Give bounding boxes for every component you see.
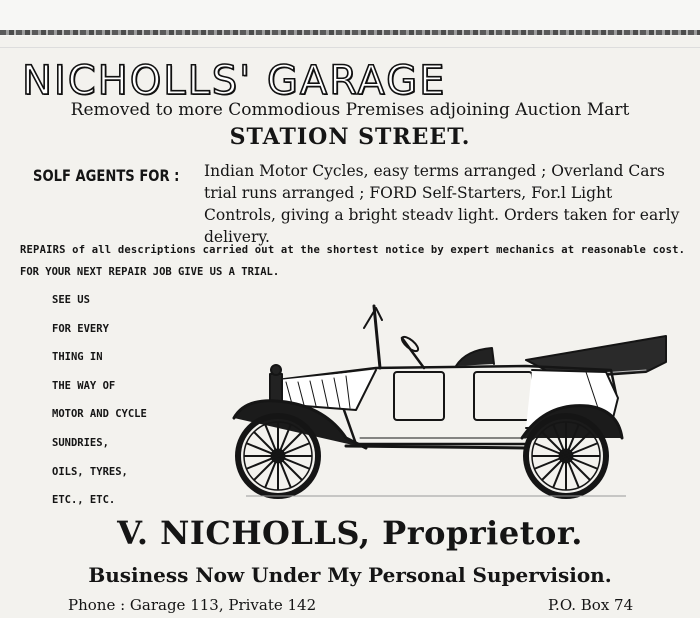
- garage-title: NICHOLLS' GARAGE: [22, 58, 447, 104]
- repairs-line: REPAIRS of all descriptions carried out at the shortest notice by expert mechanics at reasonable cost.: [20, 244, 686, 256]
- sundries-line: THING IN: [52, 351, 103, 364]
- phone-numbers: Phone : Garage 113, Private 142: [68, 596, 317, 614]
- street-name: STATION STREET.: [229, 124, 471, 150]
- sundries-line: ETC., ETC.: [52, 494, 116, 507]
- sundries-line: SUNDRIES,: [52, 436, 109, 449]
- po-box: P.O. Box 74: [548, 596, 634, 614]
- sundries-line: THE WAY OF: [52, 379, 116, 392]
- sole-agents-label: SOLF AGENTS FOR :: [33, 166, 180, 185]
- agents-paragraph: Indian Motor Cycles, easy terms arranged ; Overland Cars trial runs arranged ; FORD Self-Starters, For.l Light Controls, giving a bright steadv light. Orders taken for early delivery.: [204, 162, 680, 246]
- sundries-line: OILS, TYRES,: [52, 465, 128, 478]
- sundries-line: SEE US: [52, 294, 90, 306]
- business-line: Business Now Under My Personal Supervision.: [88, 563, 612, 587]
- sundries-line: MOTOR AND CYCLE: [52, 408, 147, 421]
- newspaper-header-band: [0, 0, 700, 36]
- sundries-list: [52, 292, 147, 521]
- header-rule: [0, 30, 700, 35]
- proprietor-name: V. NICHOLLS, Proprietor.: [117, 514, 583, 552]
- removed-notice: Removed to more Commodious Premises adjoining Auction Mart: [70, 100, 630, 120]
- sundries-line: FOR EVERY: [52, 322, 109, 335]
- touring-car-illustration: [226, 298, 670, 503]
- trial-line: FOR YOUR NEXT REPAIR JOB GIVE US A TRIAL.: [20, 266, 280, 278]
- divider-line: [0, 47, 700, 48]
